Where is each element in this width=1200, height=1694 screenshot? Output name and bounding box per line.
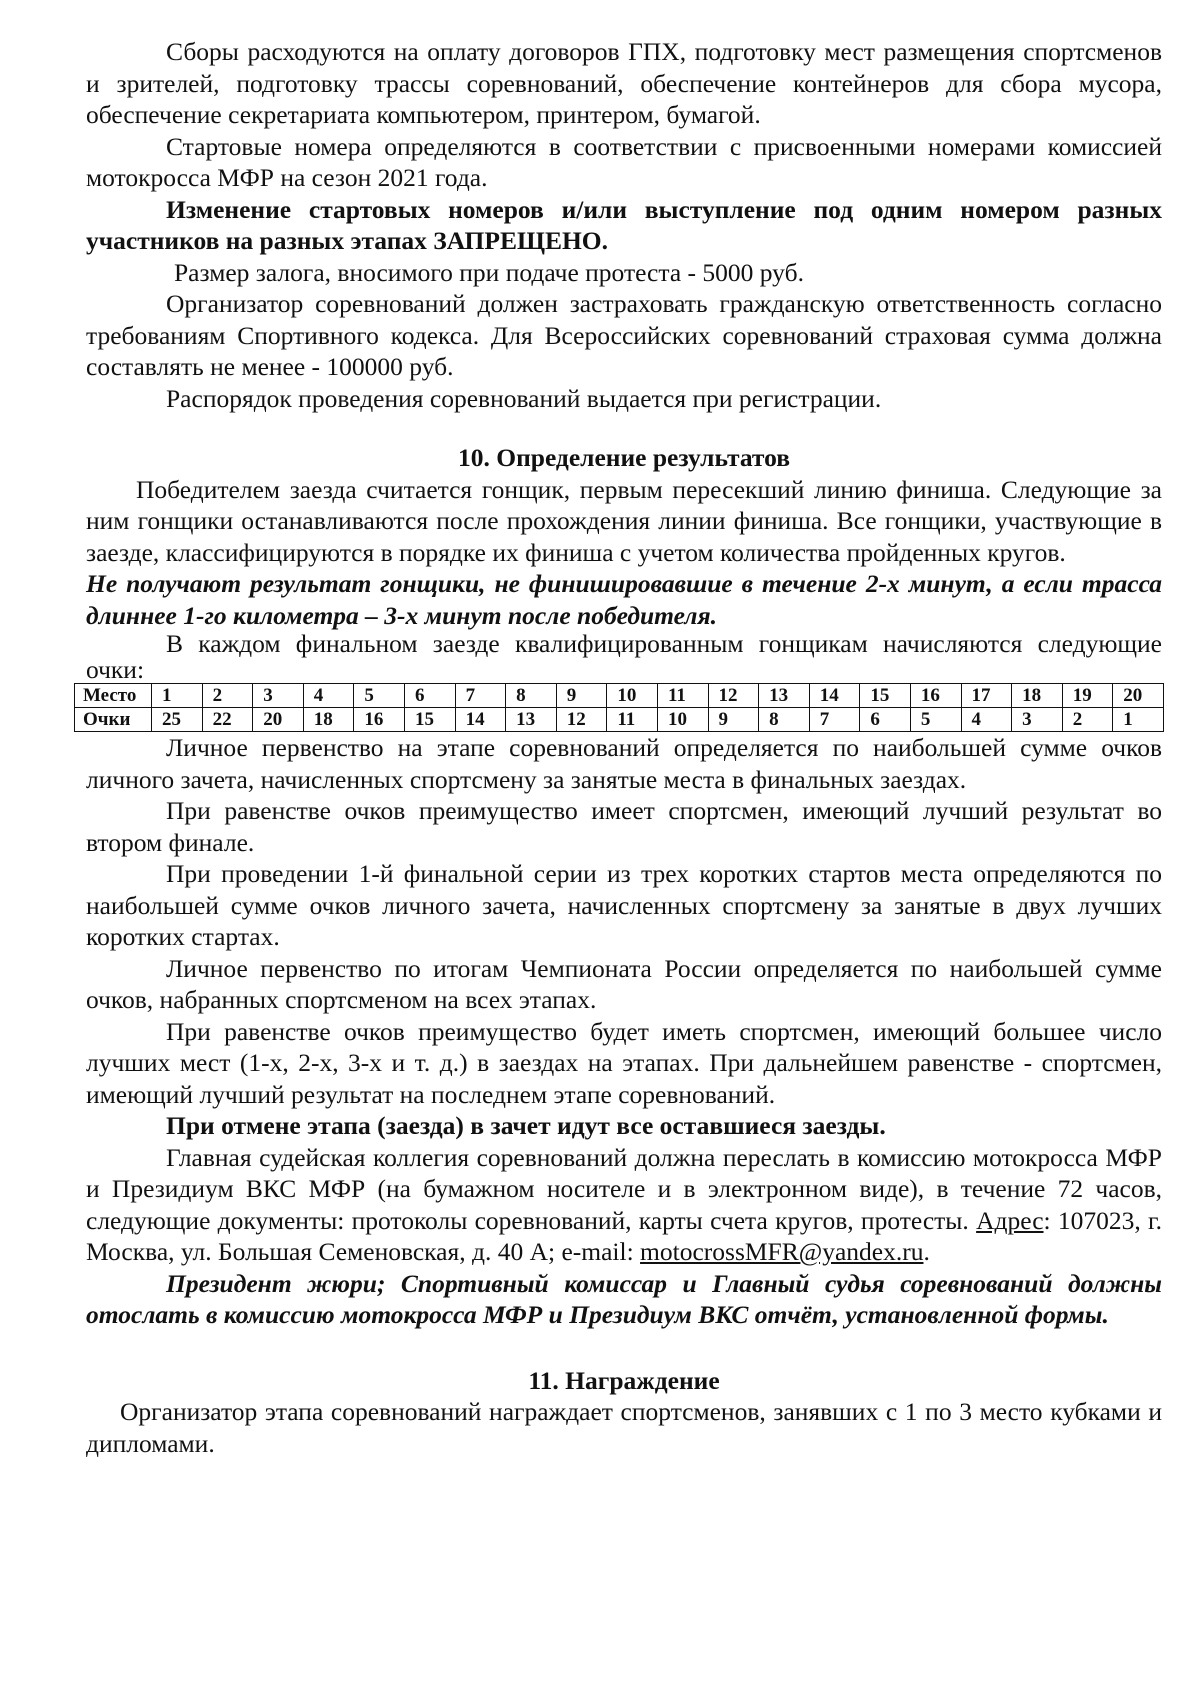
points-cell: 2 bbox=[1062, 708, 1113, 732]
cancelled-stage-paragraph: При отмене этапа (заезда) в зачет идут все оставшиеся заезды. bbox=[166, 1111, 886, 1140]
points-cell: 10 bbox=[657, 708, 708, 732]
points-cell: 1 bbox=[1113, 708, 1164, 732]
section-11-title: 11. Награждение bbox=[528, 1365, 720, 1395]
place-cell: 2 bbox=[202, 684, 253, 708]
points-cell: 16 bbox=[354, 708, 405, 732]
place-cell: 4 bbox=[303, 684, 354, 708]
place-cell: 14 bbox=[809, 684, 860, 708]
place-cell: 12 bbox=[708, 684, 759, 708]
place-cell: 3 bbox=[253, 684, 304, 708]
address-text: : 107023, г. Москва, ул. Большая Семеновская, д. 40 А; e-mail: bbox=[86, 1205, 1163, 1266]
places-row-label: Место bbox=[75, 684, 152, 708]
points-cell: 18 bbox=[303, 708, 354, 732]
place-cell: 17 bbox=[961, 684, 1012, 708]
schedule-paragraph: Распорядок проведения соревнований выдается при регистрации. bbox=[166, 383, 882, 413]
place-cell: 5 bbox=[354, 684, 405, 708]
place-cell: 13 bbox=[759, 684, 810, 708]
points-cell: 13 bbox=[506, 708, 557, 732]
place-cell: 6 bbox=[404, 684, 455, 708]
place-cell: 15 bbox=[860, 684, 911, 708]
place-cell: 19 bbox=[1062, 684, 1113, 708]
tie-break-paragraph: При равенстве очков преимущество имеет спортсмен, имеющий лучший результат во втором финале. bbox=[86, 796, 1162, 857]
points-cell: 11 bbox=[607, 708, 658, 732]
place-cell: 10 bbox=[607, 684, 658, 708]
place-cell: 20 bbox=[1113, 684, 1164, 708]
points-cell: 20 bbox=[253, 708, 304, 732]
short-starts-paragraph: При проведении 1-й финальной серии из трех коротких стартов места определяются по наибольшей сумме очков личного зачета, начисленных спортсмену за занятые в двух лучших коротких стартах. bbox=[86, 859, 1162, 951]
document-page bbox=[83, 36, 1163, 1459]
insurance-paragraph: Организатор соревнований должен застраховать гражданскую ответственность согласно требованиям Спортивного кодекса. Для Всероссийских соревнований страховая сумма должна составлять не менее - 100000 руб. bbox=[86, 289, 1162, 381]
start-numbers-paragraph: Стартовые номера определяются в соответствии с присвоенными номерами комиссией мотокросса МФР на сезон 2021 года. bbox=[86, 131, 1162, 192]
points-cell: 4 bbox=[961, 708, 1012, 732]
place-cell: 18 bbox=[1012, 684, 1063, 708]
place-cell: 7 bbox=[455, 684, 506, 708]
documents-paragraph bbox=[86, 1142, 1162, 1268]
championship-tie-break-paragraph: При равенстве очков преимущество будет иметь спортсмен, имеющий большее число лучших мест (1-х, 2-х, 3-х и т. д.) в заездах на этапах. При дальнейшем равенстве - спортсмен, имеющий лучший результат на последнем этапе соревнований. bbox=[86, 1016, 1162, 1109]
place-cell: 1 bbox=[152, 684, 203, 708]
points-cell: 7 bbox=[809, 708, 860, 732]
place-cell: 8 bbox=[506, 684, 557, 708]
place-cell: 16 bbox=[910, 684, 961, 708]
points-cell: 3 bbox=[1012, 708, 1063, 732]
points-cell: 8 bbox=[759, 708, 810, 732]
points-cell: 22 bbox=[202, 708, 253, 732]
no-result-paragraph: Не получают результат гонщики, не финишировавшие в течение 2-х минут, а если трасса длиннее 1-го километра – 3-х минут после победителя. bbox=[86, 569, 1162, 630]
awards-paragraph: Организатор этапа соревнований награждает спортсменов, занявших с 1 по 3 место кубками и дипломами. bbox=[86, 1397, 1162, 1458]
points-row-label: Очки bbox=[75, 708, 152, 732]
championship-standing-paragraph: Личное первенство по итогам Чемпионата России определяется по наибольшей сумме очков, набранных спортсменом на всех этапах. bbox=[86, 953, 1162, 1014]
points-intro-paragraph: В каждом финальном заезде квалифицированным гонщикам начисляются следующие очки: bbox=[86, 629, 1162, 684]
points-cell: 15 bbox=[404, 708, 455, 732]
winner-paragraph: Победителем заезда считается гонщик, первым пересекший линию финиша. Следующие за ним гонщики останавливаются после прохождения линии финиша. Все гонщики, участвующие в заезде, классифицируются в порядке их финиша с учетом количества пройденных кругов. bbox=[86, 474, 1162, 567]
points-row bbox=[75, 708, 1164, 732]
points-cell: 12 bbox=[556, 708, 607, 732]
places-row bbox=[75, 684, 1164, 708]
documents-text: Главная судейская коллегия соревнований должна переслать в комиссию мотокросса МФР и Президиум ВКС МФР (на бумажном носителе и в электронном виде), в течение 72 часов, следующие документы: протоколы соревнований, карты счета кругов, протесты. bbox=[86, 1142, 1162, 1235]
points-cell: 9 bbox=[708, 708, 759, 732]
points-cell: 25 bbox=[152, 708, 203, 732]
place-cell: 11 bbox=[657, 684, 708, 708]
address-label: Адрес bbox=[976, 1205, 1044, 1235]
documents-end: . bbox=[923, 1237, 930, 1266]
points-table bbox=[74, 683, 1164, 732]
place-cell: 9 bbox=[556, 684, 607, 708]
start-numbers-prohibition: Изменение стартовых номеров и/или выступление под одним номером разных участников на разных этапах ЗАПРЕЩЕНО. bbox=[86, 194, 1162, 255]
fees-paragraph: Сборы расходуются на оплату договоров ГПХ, подготовку мест размещения спортсменов и зрителей, подготовку трассы соревнований, обеспечение контейнеров для сбора мусора, обеспечение секретариата компьютером, принтером, бумагой. bbox=[86, 37, 1162, 129]
points-cell: 14 bbox=[455, 708, 506, 732]
personal-standing-paragraph: Личное первенство на этапе соревнований определяется по наибольшей сумме очков личного зачета, начисленных спортсмену за занятые места в финальных заездах. bbox=[86, 733, 1162, 794]
protest-deposit-paragraph: Размер залога, вносимого при подаче протеста - 5000 руб. bbox=[174, 257, 804, 287]
section-10-title: 10. Определение результатов bbox=[457, 443, 790, 472]
points-cell: 6 bbox=[860, 708, 911, 732]
points-cell: 5 bbox=[910, 708, 961, 732]
jury-report-paragraph: Президент жюри; Спортивный комиссар и Главный судья соревнований должны отослать в комиссию мотокросса МФР и Президиум ВКС отчёт, установленной формы. bbox=[86, 1268, 1162, 1329]
email-link[interactable]: motocrossMFR@yandex.ru bbox=[640, 1237, 924, 1266]
